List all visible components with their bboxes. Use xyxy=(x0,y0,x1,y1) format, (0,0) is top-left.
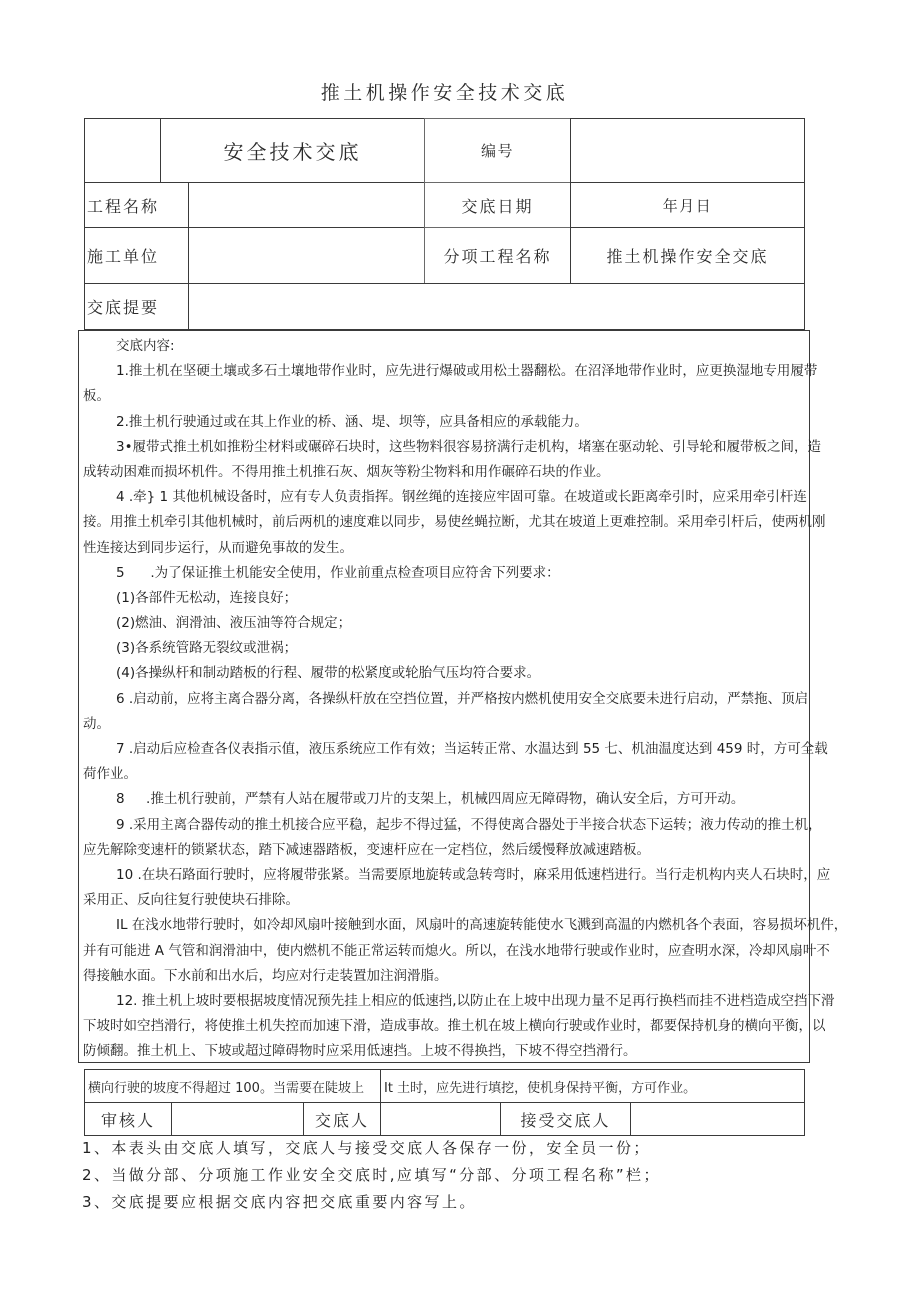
content-line: (2)燃油、润滑油、液压油等符合规定； xyxy=(116,615,352,632)
content-line: (4)各操纵杆和制动踏板的行程、履带的松紧度或轮胎气压均符合要求。 xyxy=(116,665,541,682)
disclosure-content xyxy=(78,330,848,1063)
content-line: 采用正、反向往复行驶使块石排除。 xyxy=(83,892,299,909)
content-line: IL 在浅水地带行驶时，如冷却风扇叶接触到水面，风扇叶的高速旋转能使水飞溅到高温的内燃机各个表面，容易损坏机件， xyxy=(116,917,848,934)
content-heading: 交底内容: xyxy=(116,338,175,354)
content-line: 荷作业。 xyxy=(83,766,137,783)
content-line: 8 .推土机行驶前，严禁有人站在履带或刀片的支架上，机械四周应无障碍物，确认安全后，方可开动。 xyxy=(116,791,745,808)
notes xyxy=(82,1135,822,1216)
content-line: 2.推土机行驶通过或在其上作业的桥、涵、堤、坝等，应具备相应的承载能力。 xyxy=(116,413,588,430)
note-item: 2、当做分部、分项施工作业安全交底时,应填写“分部、分项工程名称”栏； xyxy=(82,1166,661,1184)
info-blank-cell xyxy=(84,118,161,183)
content-line: 并有可能进 A 气管和润滑油中，使内燃机不能正常运转而熄火。所以，在浅水地带行驶或作业时，应查明水深，冷却风扇叶不 xyxy=(83,942,830,959)
disclosure-heading: 安全技术交底 xyxy=(160,118,425,183)
date-label: 交底日期 xyxy=(424,182,571,228)
content-line: 下坡时如空挡滑行，将使推土机失控而加速下滑，造成事故。推土机在坡上横向行驶或作业时，都要保持机身的横向平衡，以 xyxy=(83,1018,826,1035)
content-line: 防倾翻。推土机上、下坡或超过障碍物时应采用低速挡。上坡不得换挡，下坡不得空挡滑行。 xyxy=(83,1043,637,1060)
discloser-label: 交底人 xyxy=(303,1102,381,1136)
number-label: 编号 xyxy=(424,118,571,183)
note-item: 3、交底提要应根据交底内容把交底重要内容写上。 xyxy=(82,1193,477,1211)
content-line: 1.推土机在坚硬土壤或多石土壤地带作业时，应先进行爆破或用松土器翻松。在沼泽地带作业时，应更换湿地专用履带 xyxy=(116,363,818,380)
date-field[interactable]: 年月日 xyxy=(570,182,805,228)
content-line: (1)各部件无松动，连接良好； xyxy=(116,589,298,606)
subitem-name-label: 分项工程名称 xyxy=(424,227,571,284)
content-line: 10 .在块石路面行驶时，应将履带张紧。当需要原地旋转或急转弯时，麻采用低速档进行。当行走机构内夹人石块时，应 xyxy=(116,866,831,883)
content-line: 4 .牵} 1 其他机械设备时，应有专人负责指挥。钢丝绳的连接应牢固可靠。在坡道或长距离牵引时，应采用牵引杆连 xyxy=(116,489,807,506)
content-line: 7 .启动后应检查各仪表指示值，液压系统应工作有效；当运转正常、水温达到 55 七、机油温度达到 459 时，方可全载 xyxy=(116,741,828,757)
content-line: 5 .为了保证推土机能安全使用，作业前重点检查项目应符舍下列要求： xyxy=(116,564,560,581)
content-line: 6 .启动前，应将主离合器分离，各操纵杆放在空挡位置，并严格按内燃机使用安全交底要未进行启动，严禁拖、顶启 xyxy=(116,690,809,707)
summary-field[interactable] xyxy=(188,283,805,330)
summary-label: 交底提要 xyxy=(84,283,189,330)
document-title: 推土机操作安全技术交底 xyxy=(320,82,569,104)
content-line: 板。 xyxy=(83,388,110,405)
content-line: 9 .采用主离合器传动的推土机接合应平稳，起步不得过猛，不得使离合器处于半接合状态下运转；液力传动的推土机， xyxy=(116,816,822,833)
continuation-text-right: It 土时，应先进行填挖，使机身保持平衡，方可作业。 xyxy=(380,1069,805,1103)
note-item: 1、本表头由交底人填写，交底人与接受交底人各保存一份，安全员一份； xyxy=(82,1139,651,1157)
subitem-name-field[interactable]: 推土机操作安全交底 xyxy=(570,227,805,284)
content-line: 应先解除变速杆的锁紧状态，踏下减速器踏板，变速杆应在一定档位，然后缓慢释放减速踏板。 xyxy=(83,841,650,858)
project-name-field[interactable] xyxy=(188,182,425,228)
content-line: 性连接达到同步运行，从而避免事故的发生。 xyxy=(83,539,353,556)
receiver-label: 接受交底人 xyxy=(500,1102,631,1136)
project-name-label: 工程名称 xyxy=(84,182,189,228)
content-line: 成转动困难而损坏机件。不得用推土机推石灰、烟灰等粉尘物料和用作碾碎石块的作业。 xyxy=(83,463,610,480)
content-line: 得接触水面。下水前和出水后，均应对行走装置加注润滑脂。 xyxy=(83,967,448,984)
discloser-field[interactable] xyxy=(380,1102,501,1136)
content-line: 3•履带式推土机如推粉尘材料或碾碎石块时，这些物料很容易挤满行走机构，堵塞在驱动轮、引导轮和履带板之间，造 xyxy=(116,438,822,455)
content-line: (3)各系统管路无裂纹或泄祸； xyxy=(116,640,298,657)
construction-unit-label: 施工单位 xyxy=(84,227,189,284)
reviewer-label: 审核人 xyxy=(84,1102,172,1136)
content-line: 动。 xyxy=(83,715,110,732)
reviewer-field[interactable] xyxy=(171,1102,304,1136)
content-line: 12. 推土机上坡时要根据坡度情况预先挂上相应的低速挡,以防止在上坡中出现力量不足再行换档而挂不进档造成空挡下滑 xyxy=(116,992,835,1009)
construction-unit-field[interactable] xyxy=(188,227,425,284)
receiver-field[interactable] xyxy=(630,1102,805,1136)
continuation-text-left: 横向行驶的坡度不得超过 100。当需要在陡坡上 xyxy=(84,1069,381,1103)
content-line: 接。用推土机牵引其他机械时，前后两机的速度难以同步，易使丝蝇拉断，尤其在坡道上更难控制。采用牵引杆后，使两机刚 xyxy=(83,514,826,531)
number-field[interactable] xyxy=(570,118,805,183)
